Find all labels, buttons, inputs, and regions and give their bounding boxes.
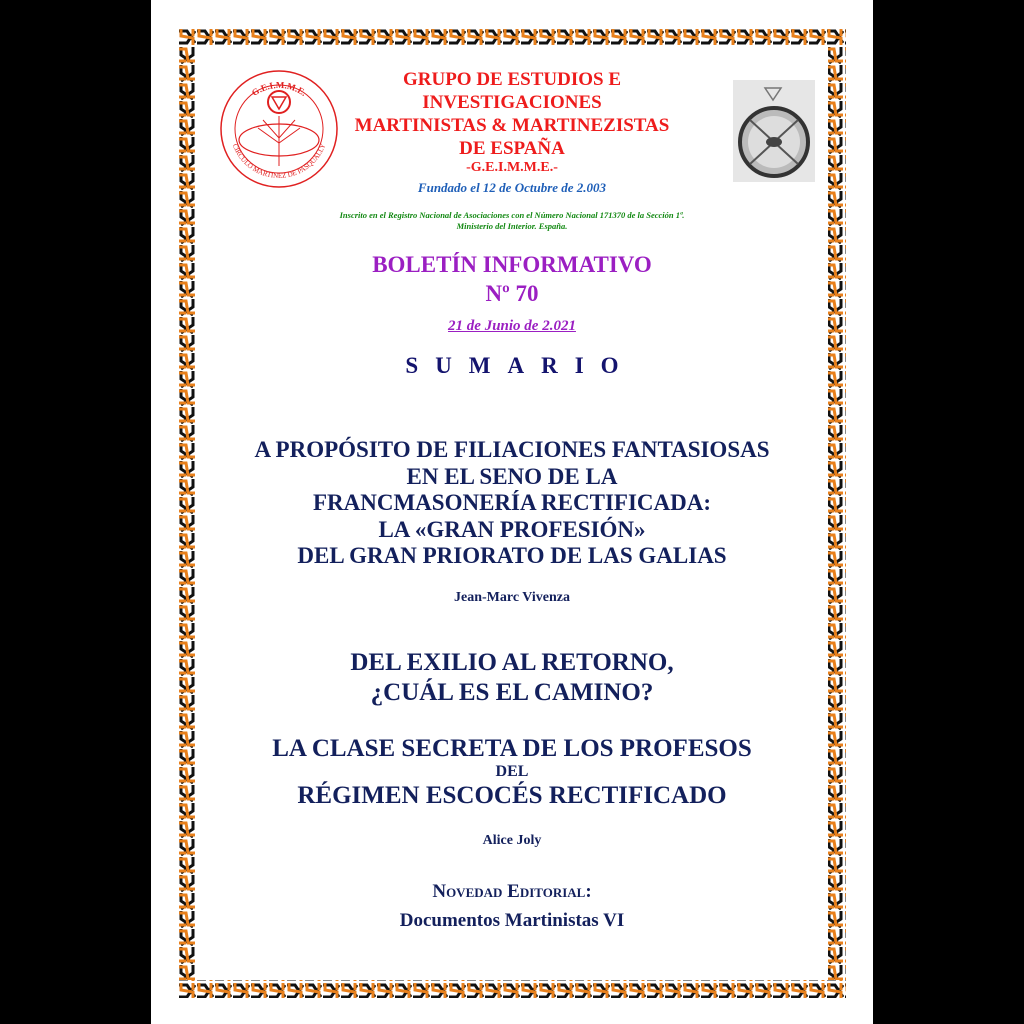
- bulletin-title: [151, 250, 873, 308]
- organization-abbreviation: -G.E.I.M.M.E.-: [466, 160, 558, 175]
- bulletin-number: Nº 70: [485, 281, 539, 306]
- article-title-line: DEL GRAN PRIORATO DE LAS GALIAS: [297, 543, 727, 568]
- editorial-news: [151, 877, 873, 935]
- registry-info: [151, 210, 873, 232]
- bulletin-date: [151, 318, 873, 335]
- summary-heading: SUMARIO: [405, 353, 636, 378]
- registry-line: Ministerio del Interior. España.: [456, 221, 568, 231]
- org-line: INVESTIGACIONES: [422, 92, 602, 113]
- news-title: Documentos Martinistas VI: [399, 910, 625, 931]
- article-title-line: LA «GRAN PROFESIÓN»: [378, 516, 646, 542]
- svg-text:CIRCULO MARTINEZ DE PASQUALLY: CIRCULO MARTINEZ DE PASQUALLY: [230, 142, 328, 181]
- article-title: [151, 735, 873, 809]
- founded-date: Fundado el 12 de Octubre de 2.003: [417, 180, 607, 195]
- org-line: DE ESPAÑA: [459, 138, 565, 159]
- bulletin-date-text: 21 de Junio de 2.021: [448, 318, 576, 334]
- bulletin-name: BOLETÍN INFORMATIVO: [372, 252, 652, 277]
- document-page: [151, 0, 873, 1024]
- article-title-line: RÉGIMEN ESCOCÉS RECTIFICADO: [297, 782, 727, 809]
- article-title-line: DEL EXILIO AL RETORNO,: [350, 649, 674, 676]
- article-title-line: ¿CUÁL ES EL CAMINO?: [370, 679, 654, 706]
- article-author: Alice Joly: [482, 833, 542, 848]
- article-title-line: LA CLASE SECRETA DE LOS PROFESOS: [272, 735, 752, 762]
- svg-text:G.E.I.M.M.E.: G.E.I.M.M.E.: [249, 79, 309, 98]
- article-title: [151, 648, 873, 708]
- article-title-line: EN EL SENO DE LA: [406, 463, 618, 489]
- article-title-line: A PROPÓSITO DE FILIACIONES FANTASIOSAS: [254, 437, 770, 462]
- registry-line: Inscrito en el Registro Nacional de Asociaciones con el Número Nacional 171370 de la Sección 1ª.: [339, 210, 685, 220]
- article-title-line: FRANCMASONERÍA RECTIFICADA:: [312, 490, 712, 515]
- article-author: Jean-Marc Vivenza: [454, 590, 570, 605]
- org-line: MARTINISTAS & MARTINEZISTAS: [354, 115, 670, 136]
- article-title-line: DEL: [495, 763, 529, 780]
- organization-name: [151, 68, 873, 160]
- org-line: GRUPO DE ESTUDIOS E: [402, 69, 622, 90]
- article-title: [151, 437, 873, 570]
- news-label: Novedad Editorial:: [432, 881, 592, 902]
